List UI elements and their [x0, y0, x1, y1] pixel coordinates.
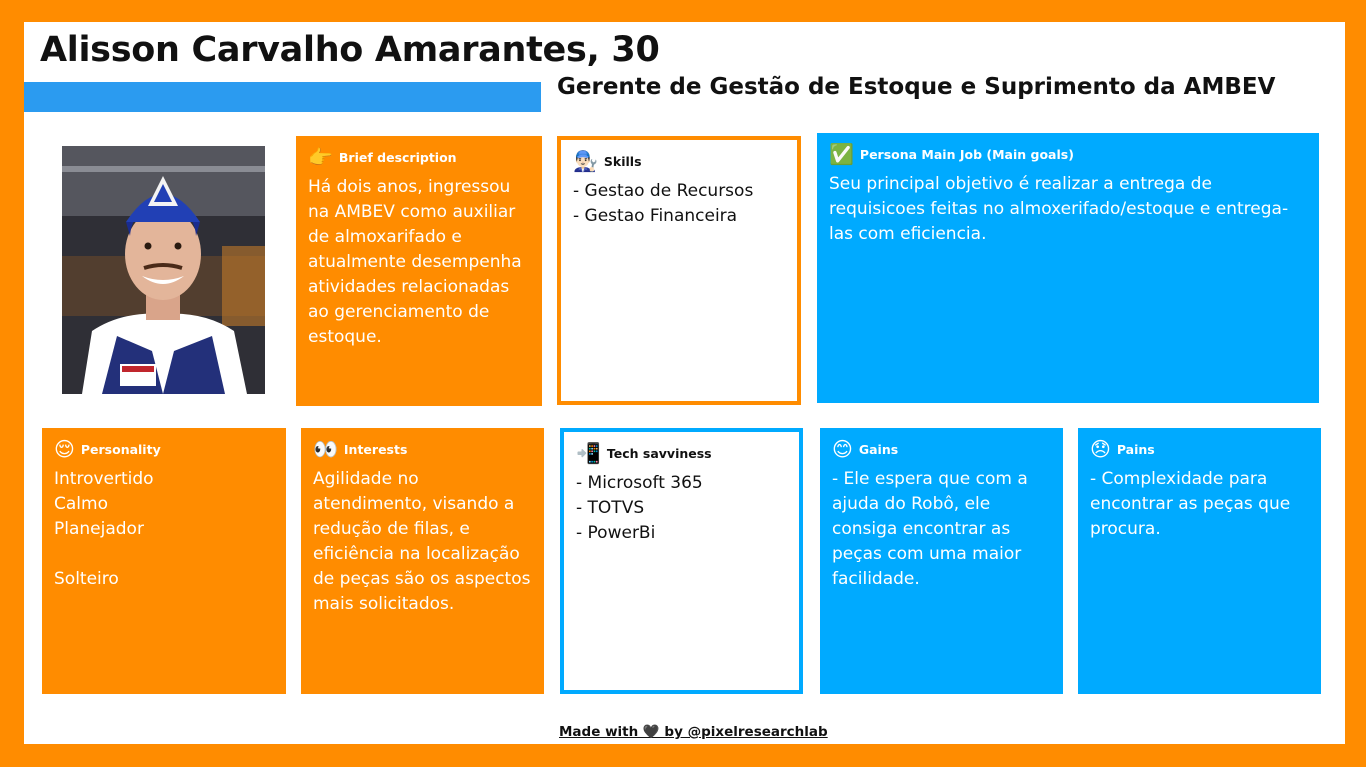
brief-description-text: Há dois anos, ingressou na AMBEV como auxiliar de almoxarifado e atualmente desempenha atividades relacionadas ao gerenciamento de estoque.: [308, 177, 522, 347]
interests-header: [313, 438, 532, 460]
persona-portrait-illustration: [62, 146, 265, 394]
accent-bar: [24, 82, 541, 112]
persona-name: Alisson Carvalho Amarantes, 30: [40, 30, 660, 70]
eyes-icon: 👀: [313, 437, 338, 461]
pains-title: Pains: [1116, 441, 1155, 457]
pointing-hand-icon: 👉: [308, 145, 333, 169]
personality-header: [54, 438, 274, 460]
pains-card: [1078, 428, 1321, 694]
personality-card: [42, 428, 286, 694]
mobile-phone-icon: 📲: [576, 441, 601, 465]
footer-credit-link[interactable]: Made with 🖤 by @pixelresearchlab: [559, 724, 828, 740]
gains-header: [832, 438, 1051, 460]
smiling-face-icon: 😊: [832, 437, 853, 461]
tech-savviness-header: [576, 442, 787, 464]
skills-header: [573, 150, 785, 172]
tech-savviness-text: - Microsoft 365 - TOTVS - PowerBi: [576, 473, 703, 543]
persona-role: Gerente de Gestão de Estoque e Suprimento da AMBEV: [557, 74, 1276, 100]
pains-text: - Complexidade para encontrar as peças que procura.: [1090, 469, 1291, 539]
persona-photo: [62, 146, 265, 394]
main-job-text: Seu principal objetivo é realizar a entrega de requisicoes feitas no almoxerifado/estoque e entrega-las com eficiencia.: [829, 174, 1289, 244]
brief-description-header: [308, 146, 530, 168]
gains-text: - Ele espera que com a ajuda do Robô, ele consiga encontrar as peças com uma maior facilidade.: [832, 469, 1028, 589]
interests-text: Agilidade no atendimento, visando a redução de filas, e eficiência na localização de peças são os aspectos mais solicitados.: [313, 469, 531, 614]
tech-savviness-card: [560, 428, 803, 694]
brief-description-title: Brief description: [338, 149, 457, 165]
mechanic-icon: 👨🏻‍🔧: [573, 149, 598, 173]
interests-card: [301, 428, 544, 694]
skills-text: - Gestao de Recursos - Gestao Financeira: [573, 181, 754, 226]
relieved-face-icon: 😌: [54, 437, 75, 461]
check-mark-icon: ✅: [829, 142, 854, 166]
pains-header: [1090, 438, 1309, 460]
main-job-card: [817, 133, 1319, 403]
main-job-title: Persona Main Job (Main goals): [859, 146, 1074, 162]
personality-title: Personality: [80, 441, 161, 457]
gains-title: Gains: [858, 441, 899, 457]
personality-text: Introvertido Calmo Planejador Solteiro: [54, 469, 154, 589]
skills-title: Skills: [603, 153, 642, 169]
gains-card: [820, 428, 1063, 694]
tech-savviness-title: Tech savviness: [606, 445, 712, 461]
brief-description-card: [296, 136, 542, 406]
main-job-header: [829, 143, 1307, 165]
interests-title: Interests: [343, 441, 408, 457]
disappointed-face-icon: 😞: [1090, 437, 1111, 461]
skills-card: [557, 136, 801, 405]
